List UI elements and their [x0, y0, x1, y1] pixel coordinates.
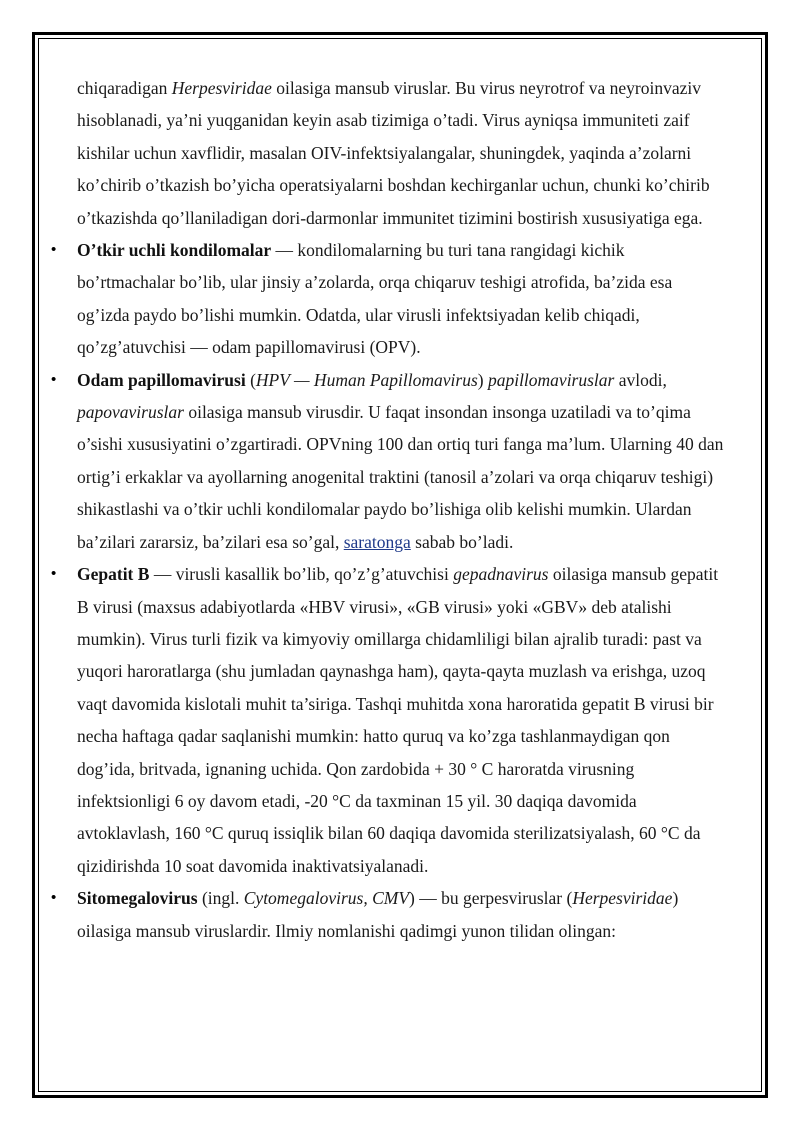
term-title: Gepatit B [77, 564, 150, 585]
bullet-list [77, 234, 725, 947]
document-body [77, 72, 725, 947]
list-item-papillomavirus: • Odam papillomavirusi (HPV — Human Papillomavirus) papillomaviruslar avlodi, papovaviruslar oilasiga mansub virusdir. U faqat insondan insonga uzatiladi va to’qima o’sishi xususiyatini o’zgartiradi. OPVning 100 dan ortiq turi fanga ma’lum. Ularning 40 dan ortig’i erkaklar va ayollarning anogenital traktini (tanosil a’zolari va orqa chiqaruv teshigi) shikastlashi va o’tkir uchli kondilomalar paydo bo’lishiga olib kelishi mumkin. Ulardan ba’zilari zararsiz, ba’zilari esa so’gal, saratonga sabab bo’ladi. [77, 364, 725, 558]
saratonga-link[interactable]: saratonga [343, 531, 411, 552]
term-title: Sitomegalovirus [77, 888, 198, 909]
list-item-sitomegalovirus: • Sitomegalovirus (ingl. Cytomegalovirus, CMV) — bu gerpesviruslar (Herpesviridae) oilasiga mansub viruslardir. Ilmiy nomlanishi qadimgi yunon tilidan olingan: [77, 882, 725, 947]
intro-paragraph: chiqaradigan Herpesviridae oilasiga mansub viruslar. Bu virus neyrotrof va neyroinvaziv hisoblanadi, ya’ni yuqganidan keyin asab tizimiga o’tadi. Virus ayniqsa immuniteti zaif kishilar uchun xavflidir, masalan OIV-infektsiyalangalar, shuningdek, yaqinda a’zolarni ko’chirib o’tkazish bo’yicha operatsiyalarni boshdan kechirganlar uchun, chunki ko’chirib o’tkazishda qo’llaniladigan dori-darmonlar immunitet tizimini bostirish xususiyatiga ega. [77, 78, 710, 228]
term-title: Odam papillomavirusi [77, 369, 246, 390]
term-title: O’tkir uchli kondilomalar [77, 240, 272, 261]
list-item-kondilomalar: • O’tkir uchli kondilomalar — kondilomalarning bu turi tana rangidagi kichik bo’rtmachalar bo’lib, ular jinsiy a’zolarda, orqa chiqaruv teshigi atrofida, ba’zida esa og’izda paydo bo’lishi mumkin. Odatda, ular virusli infektsiyadan kelib chiqadi, qo’zg’atuvchisi — odam papillomavirusi (OPV). [77, 234, 725, 364]
list-item-gepatit-b: • Gepatit B — virusli kasallik bo’lib, qo’z’g’atuvchisi gepadnavirus oilasiga mansub gepatit B virusi (maxsus adabiyotlarda «HBV virusi», «GB virusi» yoki «GBV» deb atalishi mumkin). Virus turli fizik va kimyoviy omillarga chidamliligi bilan ajralib turadi: past va yuqori haroratlarga (shu jumladan qaynashga ham), qayta-qayta muzlash va erishga, uzoq vaqt davomida kislotali muhit ta’siriga. Tashqi muhitda xona haroratida gepatit B virusi bir necha haftaga qadar saqlanishi mumkin: hatto quruq va ko’zga tashlanmaydigan qon dog’ida, britvada, ignaning uchida. Qon zardobida + 30 ° C haroratda virusning infektsionligi 6 oy davom etadi, -20 °C da taxminan 15 yil. 30 daqiqa davomida avtoklavlash, 160 °C quruq issiqlik bilan 60 daqiqa davomida sterilizatsiyalash, 60 °C da qizidirishda 10 soat davomida inaktivatsiyalanadi. [77, 558, 725, 882]
